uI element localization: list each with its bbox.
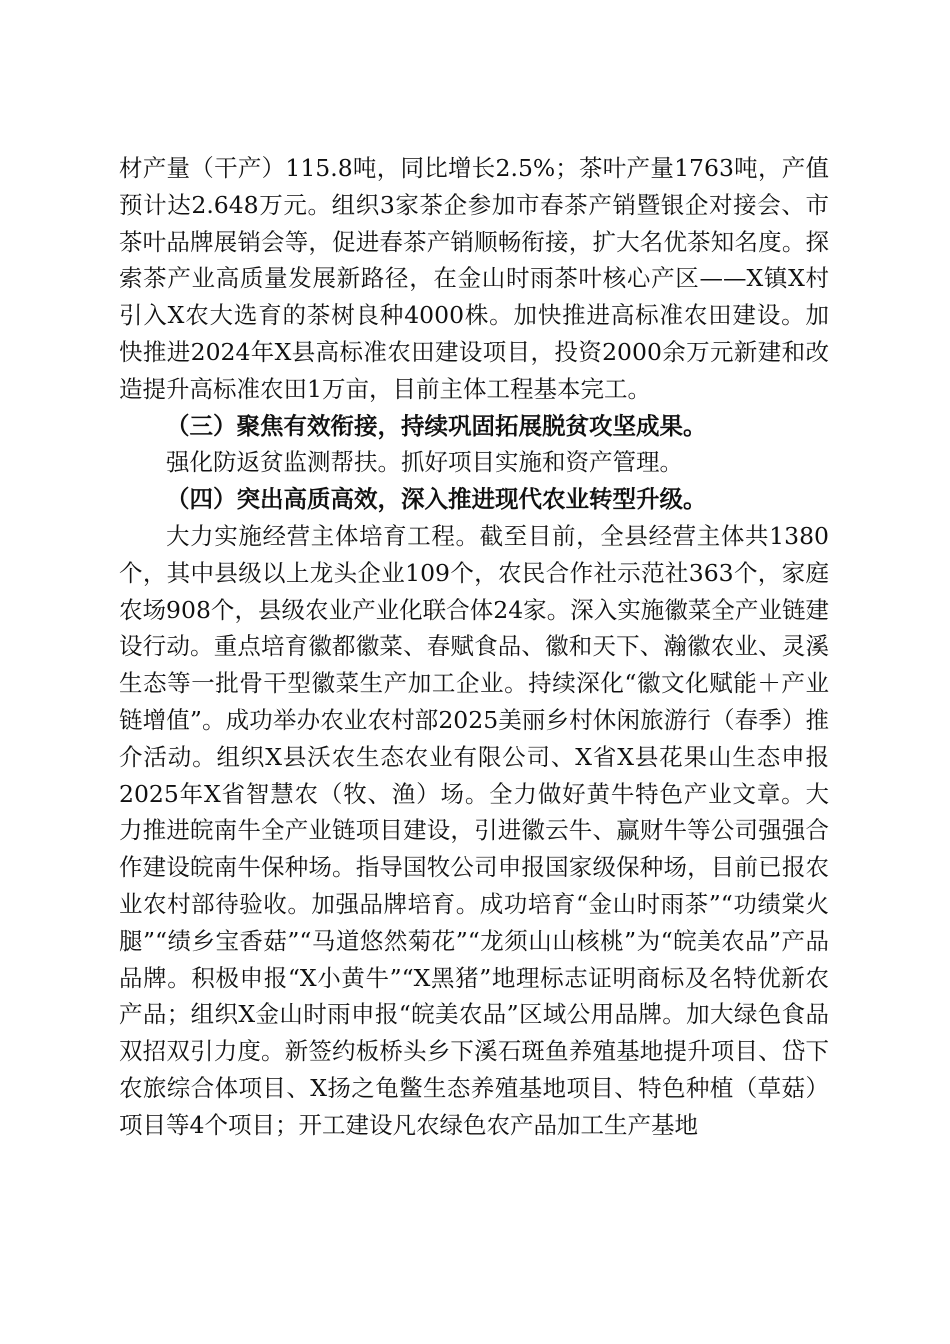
paragraph-modern-agriculture: 大力实施经营主体培育工程。截至目前，全县经营主体共1380个，其中县级以上龙头企业109个，农民合作社示范社363个，家庭农场908个，县级农业产业化联合体24家。深入实施徽菜全产业链建设行动。重点培育徽都徽菜、春赋食品、徽和天下、瀚徽农业、灵溪生态等一批骨干型徽菜生产加工企业。持续深化“徽文化赋能＋产业链增值”。成功举办农业农村部2025美丽乡村休闲旅游行（春季）推介活动。组织X县沃农生态农业有限公司、X省X县花果山生态申报2025年X省智慧农（牧、渔）场。全力做好黄牛特色产业文章。大力推进皖南牛全产业链项目建设，引进徽云牛、赢财牛等公司强强合作建设皖南牛保种场。指导国牧公司申报国家级保种场，目前已报农业农村部待验收。加强品牌培育。成功培育“金山时雨茶”“功绩棠火腿”“绩乡宝香菇”“马道悠然菊花”“龙须山山核桃”为“皖美农品”产品品牌。积极申报“X小黄牛”“X黑猪”地理标志证明商标及名特优新农产品；组织X金山时雨申报“皖美农品”区域公用品牌。加大绿色食品双招双引力度。新签约板桥头乡下溪石斑鱼养殖基地提升项目、岱下农旅综合体项目、X扬之龟鳖生态养殖基地项目、特色种植（草菇）项目等4个项目；开工建设凡农绿色农产品加工生产基地 bbox=[119, 521, 829, 1139]
section-heading-4: （四）突出高质高效，深入推进现代农业转型升级。 bbox=[166, 485, 707, 514]
paragraph-production-stats: 材产量（干产）115.8吨，同比增长2.5%；茶叶产量1763吨，产值预计达2.648万元。组织3家茶企参加市春茶产销暨银企对接会、市茶叶品牌展销会等，促进春茶产销顺畅衔接，扩大名优茶知名度。探索茶产业高质量发展新路径，在金山时雨茶叶核心产区——X镇X村引入X农大选育的茶树良种4000株。加快推进高标准农田建设。加快推进2024年X县高标准农田建设项目，投资2000余万元新建和改造提升高标准农田1万亩，目前主体工程基本完工。 bbox=[119, 154, 829, 403]
document-body bbox=[119, 150, 829, 1144]
section-heading-3: （三）聚焦有效衔接，持续巩固拓展脱贫攻坚成果。 bbox=[166, 411, 707, 440]
paragraph-poverty-monitoring: 强化防返贫监测帮扶。抓好项目实施和资产管理。 bbox=[166, 448, 683, 477]
